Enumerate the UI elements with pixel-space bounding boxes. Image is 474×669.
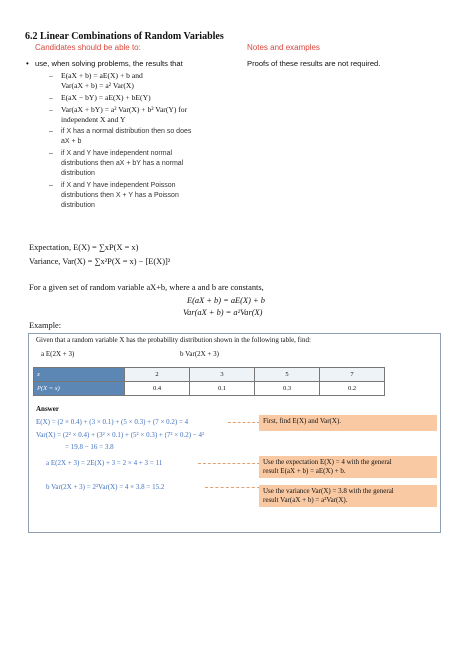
variance-formula: Variance, Var(X) = ∑x²P(X = x) − [E(X)]² bbox=[29, 257, 171, 266]
example-label: Example: bbox=[29, 321, 62, 330]
notes-header: Notes and examples bbox=[247, 43, 320, 52]
result-6: – if X and Y have independent Poisson distributions then X + Y has a Poisson distribution bbox=[49, 182, 179, 209]
table-cell: 3 bbox=[190, 368, 255, 382]
part-a: a E(2X + 3) bbox=[41, 350, 75, 358]
part-b: b Var(2X + 3) bbox=[180, 350, 220, 358]
table-cell: 7 bbox=[320, 368, 385, 382]
example-question: Given that a random variable X has the probability distribution shown in the following table, find: bbox=[36, 336, 311, 344]
distribution-table bbox=[33, 367, 385, 396]
working-variance-2: = 19.8 − 16 = 3.8 bbox=[65, 443, 114, 451]
table-cell: 0.4 bbox=[125, 382, 190, 396]
bullet-icon: • bbox=[26, 59, 29, 68]
table-cell: 0.2 bbox=[320, 382, 385, 396]
result-2: – E(aX − bY) = aE(X) + bE(Y) bbox=[49, 93, 151, 102]
table-row bbox=[34, 382, 385, 396]
table-cell: 2 bbox=[125, 368, 190, 382]
result-3: – Var(aX + bY) = a² Var(X) + b² Var(Y) for independent X and Y bbox=[49, 105, 188, 124]
given-variance: Var(aX + b) = a²Var(X) bbox=[183, 308, 263, 317]
working-part-a: a E(2X + 3) = 2E(X) + 3 = 2 × 4 + 3 = 11 bbox=[46, 459, 163, 467]
table-header-cell: P(X = x) bbox=[34, 382, 125, 396]
table-row bbox=[34, 368, 385, 382]
working-variance-1: Var(X) = (2² × 0.4) + (3² × 0.1) + (5² × 0.3) + (7² × 0.2) − 4² bbox=[36, 431, 205, 439]
working-part-b: b Var(2X + 3) = 2²Var(X) = 4 × 3.8 = 15.2 bbox=[46, 483, 165, 491]
table-cell: 0.1 bbox=[190, 382, 255, 396]
callout-part-b: Use the variance Var(X) = 3.8 with the general result Var(aX + b) = a²Var(X). bbox=[259, 485, 437, 507]
notes-text: Proofs of these results are not required. bbox=[247, 59, 381, 68]
working-expectation: E(X) = (2 × 0.4) + (3 × 0.1) + (5 × 0.3) + (7 × 0.2) = 4 bbox=[36, 418, 189, 426]
table-cell: 0.3 bbox=[255, 382, 320, 396]
section-title: 6.2 Linear Combinations of Random Variables bbox=[25, 31, 224, 42]
result-5: – if X and Y have independent normal distributions then aX + bY has a normal distribution bbox=[49, 150, 184, 177]
result-4: – if X has a normal distribution then so does aX + b bbox=[49, 128, 192, 145]
table-cell: 5 bbox=[255, 368, 320, 382]
callout-part-a: Use the expectation E(X) = 4 with the general result E(aX + b) = aE(X) + b. bbox=[259, 456, 437, 478]
given-intro: For a given set of random variable aX+b, where a and b are constants, bbox=[29, 283, 264, 292]
lead-text: use, when solving problems, the results that bbox=[35, 59, 183, 68]
results-list bbox=[49, 71, 244, 213]
table-header-cell: x bbox=[34, 368, 125, 382]
lead-bullet bbox=[26, 59, 235, 68]
given-expectation: E(aX + b) = aE(X) + b bbox=[187, 296, 265, 305]
arrow-line bbox=[205, 487, 260, 498]
arrow-line bbox=[198, 463, 260, 474]
callout-first: First, find E(X) and Var(X). bbox=[259, 415, 437, 431]
candidates-header: Candidates should be able to: bbox=[35, 43, 141, 52]
result-1: – E(aX + b) = aE(X) + b and Var(aX + b) = a² Var(X) bbox=[49, 71, 143, 90]
expectation-formula: Expectation, E(X) = ∑xP(X = x) bbox=[29, 243, 139, 252]
arrow-line bbox=[228, 422, 260, 433]
answer-label: Answer bbox=[36, 405, 59, 413]
